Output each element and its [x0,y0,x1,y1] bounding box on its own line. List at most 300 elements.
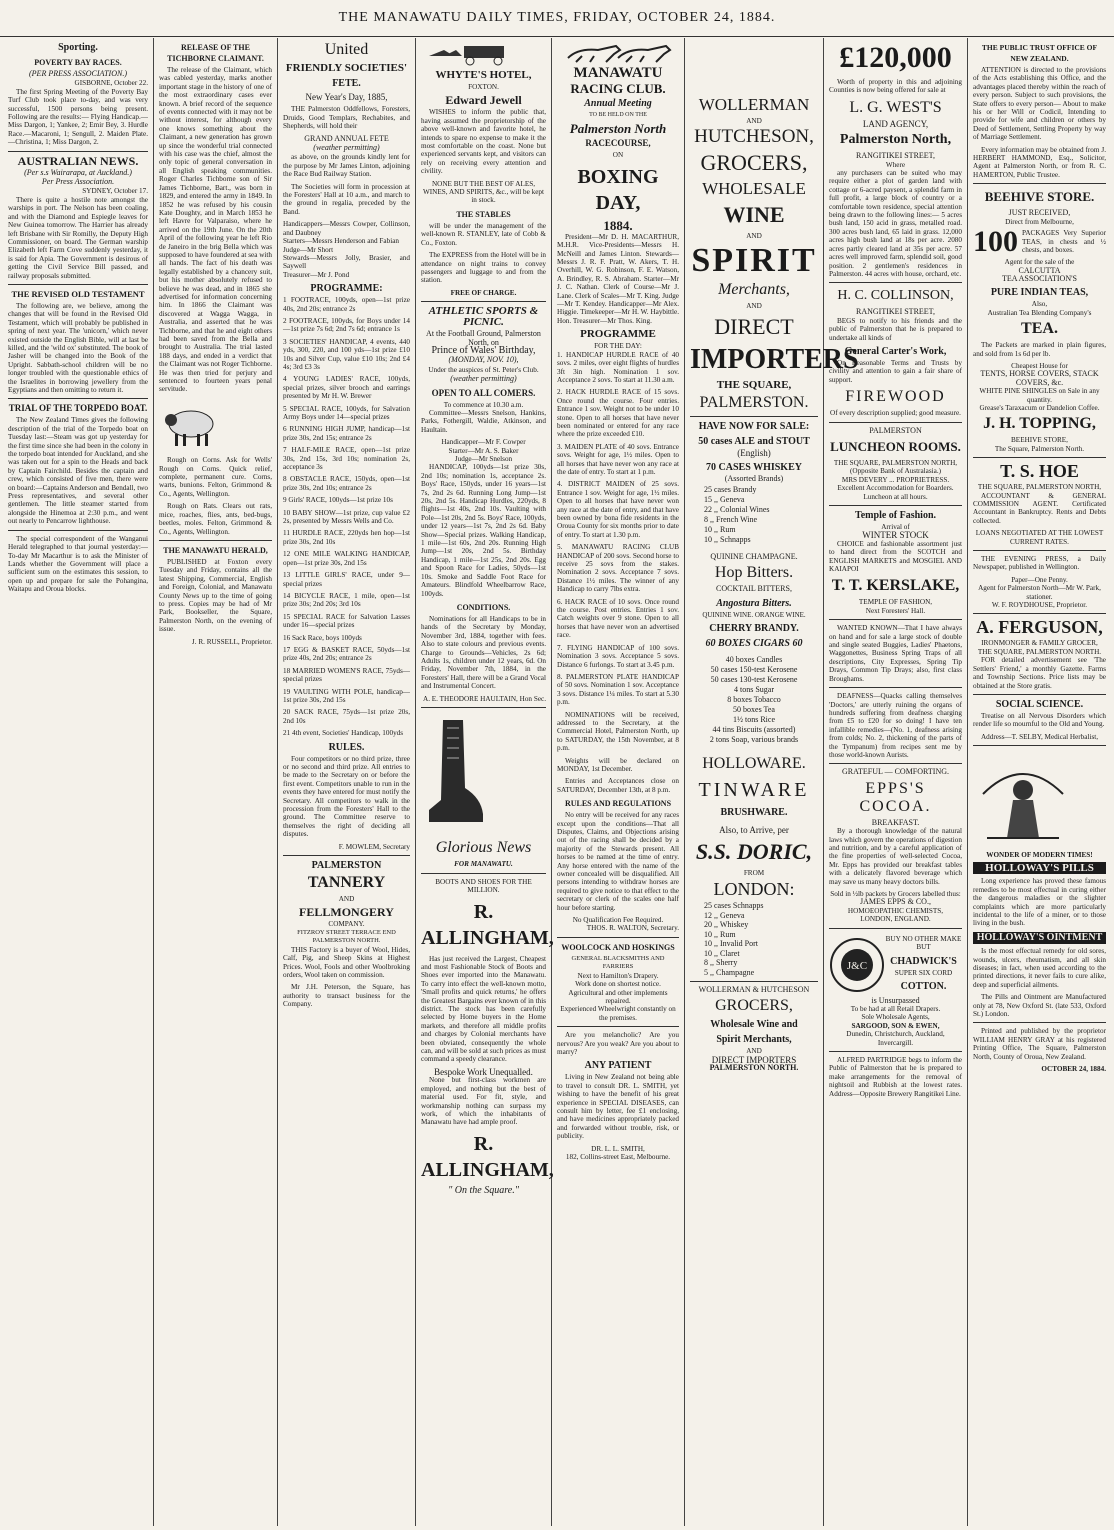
revised-text: The following are, we believe, among the changes that will be found in the Revised Old Testament, which will probably be published in spring of next year. The 'unicorn,' which never existed outside the English Bible, will at last be killed, and the 'wild ox' substituted. The book of Jasher will be changed into the Book of the Upright. Sabbath-school children will be no longer troubled with the questionable ethics of the Israelites in borrowing jewellery from the Egyptians and then omitting to return it. [8,301,148,394]
trust-text: ATTENTION is directed to the provisions of the Acts establishing this Office, and the advantages placed thereby within the reach of every person. Subject to such provisions, the State offers to every person— About to make his or her Will or Codicil, Intending to provide for wife and children or others by Deed of Settlement, Settling Property by way of Marriage Settlement. [973,66,1106,142]
fete-heading: FETE. [332,78,361,89]
fete-text-2: as above, on the grounds kindly lent for the purpose by Mr James Linton, adjoining the Race Bud Railway Station. [283,153,410,179]
programme-item: 16 Sack Race, boys 100yds [283,633,362,642]
tannery-5: COMPANY. [328,920,365,929]
sugar: 4 tons Sugar [734,685,774,695]
science: SOCIAL SCIENCE. [995,698,1084,710]
races-list [557,351,679,707]
manawatu-heading: MANAWATU [573,65,663,81]
patient-text: Living in New Zealand not being able to travel to consult DR. L. SMITH, yet wishing to have the benefit of his great experience in SPECIAL DISEASES, can consult him by letter, fee £1 enclosing, and have medicines appropriately packed and forwarded without trouble, risk, or publicity. [557,1073,679,1141]
wholesale: WHOLESALE [702,179,806,199]
tea-text: The Packets are marked in plain figures, and sold from 1s 6d per lb. [973,341,1106,358]
partridge: ALFRED PARTRIDGE begs to inform the Public of Palmerston that he is prepared to make arrangements for the removal of nightsoil and Rubbish at the lowest rates. Address—Opposite Brewery Rangitikei Line. [829,1056,962,1098]
on-the-square: " On the Square." [448,1184,519,1196]
whyte-heading: WHYTE'S HOTEL, [435,69,532,81]
chadwick: CHADWICK'S [890,955,957,967]
tea-assoc: TEA ASSOCIATION'S [1001,273,1077,283]
grand-fete: GRAND ANNUAL FETE [304,133,389,143]
tobacco: 8 boxes Tobacco [727,695,781,705]
race-item: 2. HACK HURDLE RACE of 15 sovs. Once round the course. Four entries. Entrance 1 sov. Weight not to be under 10 stone. Open to all horses that have never been nominated or entered for any race where the prize exceeded £10. [557,388,679,439]
temple: Temple of Fashion. [854,510,937,521]
direct: DIRECT [714,314,794,340]
arrive-item: 12 ,, Geneva [704,910,745,920]
masthead: THE MANAWATU DAILY TIMES, FRIDAY, OCTOBER 24, 1884. [0,0,1114,37]
tannery-text: THIS Factory is a buyer of Wool, Hides, Calf, Pig, and Sheep Skins at Highest Prices. Wool, Fools and other Woolbroking orders, Wool taken on commission. [283,945,410,979]
revised-heading: THE REVISED OLD TESTAMENT [11,288,145,299]
column-8 [968,38,1111,1526]
quinine-wine: QUININE WINE. ORANGE WINE. [702,610,806,619]
wheelwright: Experienced Wheelwright constantly on the premises. [560,1005,676,1022]
programme-item: 13 LITTLE GIRLS' RACE, under 9—special prizes [283,571,410,588]
brands: (Assorted Brands) [724,473,784,483]
packages: PACKAGES Very Superior TEAS, in chests and ½ chests, and boxes. [1022,229,1106,255]
allingham: R. ALLINGHAM, [421,900,554,949]
stables-text: will be under the management of the well-known R. STANLEY, late of Cobb & Co., Foxton. [421,221,546,247]
quinine: QUININE CHAMPAGNE. [710,552,798,562]
programme-item: 11 HURDLE RACE, 220yds hen hop—1st prize 30s, 2nd 10s [283,529,410,546]
release-text: The release of the Claimant, which was cabled yesterday, marks another important stage in the history of one of the most extraordinary cases ever known. A brief record of the sequence of events connected with it may not be without interest, for although every one knows something about the Claimant, a new generation has grown up since the wonderful trial connected with his case was the chief, almost the only topic of general conversation in all English speaking communities. Roger Charles Tichborne son of Sir James Tichborne, Bart., was born in 1829, and entered the army in 1849. In 1852 he was refused by his cousin Kate Doughty, and in March 1853 he left Havre for Valparaiso, where he arrived on the 19th June. On the 20th April of the following year he left Rio de Janeiro in the brig Bella which was supposed to have foundered at sea with all hands. The fact of his death was legally established by a chancery suit, but his mother absolutely refused to believe he was dead, and in 1865 she advertised for information concerning him. In 1866 the Claimant was discovered at Wagga Wagga, in Australia, and asserted that he was Tichborne, and that he and eight others had been saved from the Bella and brought to Australia. The trial lasted 188 days, and ended in a verdict that the Claimant was not Roger Tichborne. He was then tried for perjury and sentenced to fourteen years penal servitude. [159,66,272,394]
column-1 [3,38,154,1526]
sargood: SARGOOD, SON & EWEN, [851,1021,940,1030]
programme-item: 7 HALF-MILE RACE, open—1st prize 30s, 2nd 15s, 3rd 10s; nomination 2s, acceptance 3s [283,446,410,472]
australian-text: There is quite a hostile note amongst the warships in port. The Nelson has been coaling, and with the Diamond and Espiegle leaves for New Guinea tomorrow. The Harrier has already left Brisbane with Sir Romilly, the Deputy High Commissioner, on board. The German warship Elizabeth left Farm Cove suddenly yesterday, it is said for Apia. The Government is desirous of getting the Civil Service Bill passed, and railway proposals submitted. [8,195,148,280]
arrive-item: 5 ,, Champagne [704,967,755,977]
race-item: 6. HACK RACE of 10 sovs. Once round the course. Post entries. Entries 1 sov. Catch weights over 9 stone. Open to all horses that have never won an advertised race. [557,597,679,640]
stock-item: 8 ,, French Wine [704,515,758,525]
collinson: H. C. COLLINSON, [837,288,954,304]
rice: 1½ tons Rice [733,715,775,725]
programme-heading: PROGRAMME: [310,283,383,295]
work-notice: Work done on shortest notice. [575,980,661,989]
auspices: Under the auspices of St. Peter's Club. [428,365,539,374]
cheapest: Cheapest House for [1011,361,1068,370]
express-text: The EXPRESS from the Hotel will be in attendance on night trains to convey passengers and luggage to and from the station. [421,251,546,285]
winter: WINTER STOCK [862,530,929,541]
programme-item: 6 RUNNING HIGH JUMP, handicap—1st prize 30s, 2nd 15s; entrance 2s [283,425,410,442]
race-item: 3. MAIDEN PLATE of 40 sovs. Entrance sovs. Weight for age, 1½ miles. Open to all horses that have never won any race at the date of entry. To start at 1 p.m. [557,442,679,476]
tea: TEA. [1021,320,1058,338]
programme-item: 20 SACK RACE, 75yds—1st prize 20s, 2nd 10s [283,708,410,725]
unsurpassed: is Unsurpassed [871,995,920,1005]
foot-5: AND [746,1047,762,1056]
agent: Agent for the sale of the [1004,258,1075,267]
kerosene-2: 50 cases 130-test Kerosene [710,675,798,685]
grateful: GRATEFUL — COMFORTING. [841,767,949,777]
west-text: any purchasers can be suited who may require either a plot of garden land with cottage or 6-acred paysent, a splendid farm in full profit, a large block of country or a comfortable town residence, special attention being drawn to the following lines:— 5 acres bush land, 150 acid in grass, metalled road. 300 acres bush land, 65 laid in grass. 12,000 acres high bush land at 18s per acre. 2080 acres partly cleared land at 35s per acre. 57 acres well improved farm, splendid soil, good position. 2 gentlemen's residences in Palmerston. 44 acres with house, orchard, etc. [829,169,962,278]
west-pn: Palmerston North, [839,132,952,148]
ale-stout: 50 cases ALE and STOUT [698,436,810,448]
tannery-address: FITZROY STREET TERRACE END PALMERSTON NORTH. [297,928,396,945]
tannery-sign: Mr J.H. Peterson, the Square, has authority to transact business for the Company. [283,983,410,1009]
commence: To commence at 10.30 a.m. [443,400,524,409]
doric: S.S. DORIC, [695,838,813,864]
programme-item: 10 BABY SHOW—1st prize, cup value £2 2s, presented by Messrs Wells and Co. [283,508,410,526]
cigars: 60 BOXES CIGARS 60 [705,638,803,650]
conditions-heading: CONDITIONS. [456,602,511,612]
wonder: WONDER OF MODERN TIMES! [986,850,1093,859]
boots-heading: BOOTS AND SHOES FOR THE MILLION. [435,877,532,895]
starter: Starter—Mr A. S. Baker [448,446,519,455]
spirit: SPIRIT [691,241,817,279]
rules-heading: RULES. [328,741,365,753]
prince: Prince of Wales' Birthday, [431,344,536,356]
angostura: Angostura Bitters. [716,597,792,609]
foot-text: The special correspondent of the Wanganui Herald telegraphed to that journal yesterday:—To-day Mr Macarthur is to ask the Minister of Lands whether the Government will place a sufficient sum on the estimates this session, to open up and prepare for sale the Pohangina, Waitapu and Oroua blocks. [8,534,148,594]
torpedo-heading: TRIAL OF THE TORPEDO BOAT. [8,403,148,414]
fete-text: THE Palmerston Oddfellows, Foresters, Druids, Good Templars, Rechabites, and Shepherds, will hold their [283,105,410,131]
firewood-text: Of every description supplied; good measure. [830,409,961,418]
annual-meeting: Annual Meeting [584,98,652,109]
handicapper: Handicapper—Mr F. Cowper [441,438,526,447]
and-1: AND [746,117,762,125]
wollerman: WOLLERMAN [698,95,810,114]
column-5 [552,38,685,1526]
events-text: HANDICAP, 100yds—1st prize 30s, 2nd 10s; nomination 1s, acceptance 2s. Boys' Race, 150yds, under 16 years—1st 7s, 2nd 2s 6d. Running Long Jump—1st 20s, 2nd 5s. Handicap Hurdles, 220yds, 8 flights—1st 40s, 2nd 10s. Vaulting with Pole—1st 20s, 2nd 5s. Boys' Race, 100yds, under 12 years—1st 7s, 2nd 2s 6d. Baby Show—Special prizes. Walking Handicap, 1 mile—1st 60s, 2nd 20s. Running High Jump—1st 20s, 2nd 5s. Birthday Handicap, 1 mile—1st 25s, 2nd 20s. Egg and Spoon Race for Ladies, 50yds—1st 10s. Smoke and Saddle Foot Race for Amateurs. Blindfold Wheelbarrow Race, 100yds. [421,463,546,598]
collinson-text: BEGS to notify to his friends and the public of Palmerston that he is prepared to undertake all kinds of [829,316,962,342]
deafness: DEAFNESS—Quacks calling themselves 'Doctors,' are utterly ruining the organs of hundreds suffering from deafness charging from £5 to £20 for so doing! I have ten infallible remedies—(No. 1, deafness arising from colds; No. 2, thickening of the parts of the Tympanum) from recipes sent me by those world-known Aurists. [829,692,962,759]
chadwick-ad [829,933,962,997]
ground: At the Football Ground, Palmerston North, on [426,329,541,347]
post-agent: Agent for Palmerston North—Mr W. Park, stationer. [978,584,1101,601]
race-item: 5. MANAWATU RACING CLUB HANDICAP of 200 sovs. Second horse to receive 25 sovs from the stakes. Nomination 2 sovs. Acceptance 7 sovs. Distance 1½ miles. The winner of any Handicap to carry 7lbs extra. [557,543,679,594]
arrive-list [690,901,818,977]
stock-item: 10 ,, Schnapps [704,535,751,545]
epps-text: By a thorough knowledge of the natural laws which govern the operations of digestion and nutrition, and by a careful application of the fine properties of well-selected Cocoa, Mr. Epps has provided our breakfast tables with a delicately flavored beverage which may save us many heavy doctors bills. [829,827,962,886]
buy: BUY NO OTHER MAKE BUT [885,935,962,952]
boxing-day: BOXING DAY, [577,165,659,214]
boot-illustration [421,718,485,828]
arrive-item: 10 ,, Rum [704,929,736,939]
cherry: CHERRY BRANDY. [709,623,799,635]
west: L. G. WEST'S [849,98,942,116]
qualification: No Qualification Fee Required. [572,916,664,925]
hop-bitters: Hop Bitters. [714,564,794,582]
arrival: Arrival of [881,523,910,531]
year: 1884. [603,217,633,233]
devery-text: Excellent Accommodation for Boarders. [837,484,954,493]
roydhouse: W. F. ROYDHOUSE, Proprietor. [991,601,1088,610]
held-on: TO BE HELD ON THE [589,112,647,118]
herald-text: PUBLISHED at Foxton every Tuesday and Friday, contains all the latest Shipping, Commercial, English and Foreign, Colonial, and Manawatu County News up to the time of going to press. Copies may be had of Mr Park, Bookseller, the Square, Palmerston North, on the evening of issue. [159,557,272,634]
arrive-item: 8 ,, Sherry [704,958,738,968]
land-agency: LAND AGENCY, [862,118,929,129]
sheep-illustration [159,404,223,448]
jewell: Edward Jewell [445,93,522,108]
programme-item: 14 BICYCLE RACE, 1 mile, open—1st prize 30s; 2nd 20s; 3rd 10s [283,591,410,609]
candles: 40 boxes Candles [725,655,783,665]
poverty-text: The first Spring Meeting of the Poverty Bay Turf Club took place to-day, and was very successful, 1500 persons being present. Following are the results:— Flying Handicap.—Miss Dargon, 1; Yankee, 2; Emir Bey, 3. Hurdle Race.—Macaroni, 1; Sengull, 2. Maiden Plate.—Christina, 1; Miss Dargon, 2. [8,87,148,147]
blacksmiths: GENERAL BLACKSMITHS AND FARRIERS [571,954,665,971]
ointment: HOLLOWAY'S OINTMENT [973,932,1106,944]
and-2: AND [746,232,762,241]
rules-heading: RULES AND REGULATIONS [564,799,672,809]
programme-item: 15 SPECIAL RACE for Salvation Lasses under 16—special prizes [283,612,410,630]
rangitikei: RANGITIKEI STREET, [856,151,935,161]
weather: (weather permitting) [450,374,517,384]
also: Also, [1031,300,1048,309]
programme-item: 3 SOCIETIES' HANDICAP, 4 events, 440 yds, 300, 220, and 100 yds—1st prize £10 10s and Silver Cup, value £10 10s; 2nd £4 4s; 3rd £3 3s [283,337,410,371]
foot-3: Wholesale Wine and [710,1019,798,1031]
woolcock: WOOLCOCK AND HOSKINGS [561,942,675,952]
kerslake-sub: TEMPLE OF FASHION, [858,598,933,607]
stewards: Stewards—Messrs Jolly, Brasier, and Saywell [283,253,410,271]
topping: J. H. TOPPING, [983,415,1096,433]
ferguson-address: THE SQUARE, PALMERSTON NORTH. [977,647,1102,656]
questions: Are you melancholic? Are you nervous? Are you weak? Are you about to marry? [557,1031,679,1056]
judge: Judge—Mr Short [283,245,334,254]
tents: TENTS, HORSE COVERS, STACK COVERS, &c. [980,369,1099,387]
programme-item: 4 YOUNG LADIES' RACE, 100yds, special prizes, silver brooch and earrings presented by Mr H. W. Brewer [283,375,410,401]
tannery-3: AND [338,895,355,904]
biscuits: 44 tins Biscuits (assorted) [712,725,796,735]
arrive-item: 10 ,, Claret [704,948,740,958]
post-sub: Paper—One Penny. [1011,575,1068,584]
pills-text: Long experience has proved these famous remedies to be most effectual in curing either the dangerous maladies or the slighter complaints which are more particularly incidental to the life of a miner, or to those living in the bush. [973,877,1106,928]
grocers: GROCERS, [700,150,808,176]
bespoke-text: None but first-class workmen are employed, and nothing but the best of material used. For fit, style, and workmanship nothing can surpass my work, of which the inhabitants of Manawatu have had ample proof. [421,1076,546,1127]
agri: Agricultural and other implements repaired. [568,988,668,1005]
luncheon-hours: Luncheon at all hours. [863,492,928,501]
release-heading: RELEASE OF THE TICHBORNE CLAIMANT. [167,43,264,63]
topping-address: The Square, Palmerston North. [994,444,1085,453]
luncheon-head: PALMERSTON [869,425,922,435]
wine: WINE [723,202,785,228]
holloware: HOLLOWARE. [702,755,806,773]
hoe: T. S. HOE [1000,461,1079,482]
arrive-item: 20 ,, Whiskey [704,920,749,930]
friendly-heading: FRIENDLY SOCIETIES' [285,62,408,74]
nominations: NOMINATIONS will be received, addressed to the Secretary, at the Commercial Hotel, Palmerston North, up to SATURDAY, the 15th November, at 8 p.m. [557,710,679,753]
loans: LOANS NEGOTIATED AT THE LOWEST CURRENT RATES. [975,529,1104,546]
accountant: ACCOUNTANT & GENERAL COMMISSION AGENT. Certificated Accountant in Bankruptcy. Rents and Debts collected. [973,491,1106,525]
soap: 2 tons Soap, various brands [709,735,799,745]
tannery-1: PALMERSTON [311,860,382,872]
programme-item: 8 OBSTACLE RACE, 150yds, open—1st prize 30s, 2nd 10s; entrance 2s [283,475,410,492]
tea: 50 boxes Tea [733,705,775,715]
programme-item: 19 VAULTING WITH POLE, handicap—1st prize 30s, 2nd 15s [283,687,410,704]
homoe: HOMOEOPATHIC CHEMISTS, [847,906,944,915]
from: FROM [743,868,765,877]
rats-caption: Rough on Rats. Clears out rats, mice, roaches, flies, ants, bed-bugs, beetles, moles. Felton, Grimmond & Co., Agents, Wellington. [159,502,272,536]
packets: Sold in ½lb packets by Grocers labelled thus: [830,890,961,898]
programme-item: 9 Girls' RACE, 100yds—1st prize 10s [283,496,393,505]
topping-sub: BEEHIVE STORE, [1011,436,1068,445]
column-7 [824,38,968,1526]
poverty-heading: POVERTY BAY RACES. [34,58,122,67]
hundred: 100 [973,225,1018,259]
committee: Committee—Messrs Snelson, Hankins, Parks, Fothergill, Waldie, Atkinson, and Haultain. [421,408,546,434]
english: (English) [737,448,771,459]
merchants: Merchants, [718,280,790,298]
corns-caption: Rough on Corns. Ask for Wells' Rough on Corns. Quick relief, complete, permanent cure. Corns, warts, bunions. Felton, Grimmond & Co., Agents, Wellington. [159,456,272,498]
tannery-4: FELLMONGERY [299,905,394,920]
united-heading: United [324,41,369,58]
post: THE EVENING PRESS, a Daily Newspaper, published in Wellington. [973,555,1106,572]
beehive: BEEHIVE STORE. [984,189,1095,205]
wanted: WANTED KNOWN—That I have always on hand and for sale a large stock of double and single seated Buggies, Ladies' Phaetons, Waggonettes, Business Spring Traps of all descriptions, City Expresses, Spring Tip Drays, Common Tip Drays; also, first class Broughams. [829,624,962,683]
ferguson: A. FERGUSON, [976,617,1103,638]
chadwick-stamp-icon [829,937,885,993]
arrive: Also, to Arrive, per [719,825,789,836]
fete-text-3: The Societies will form in procession at the Foresters' Hall at 10 a.m., and march to the ground in regalia, preceded by the Band. [283,182,410,216]
programme-item: 18 MARRIED WOMEN'S RACE, 75yds—special prizes [283,666,410,684]
stock-item: 15 ,, Geneva [704,495,745,505]
rules-text: No entry will be received for any races except upon the conditions—That all Disputes, Claims, and Objections arising out of the racing shall be decided by a majority of the Stewards present. All horses to be named at the time of entry. Any horse entered with the name of the owner concealed will be disqualified. All persons intending to withdraw horses are required to give notice to that effect to the secretary or clerk of the scales one half hour before starting. [557,811,679,912]
stock-list [690,485,818,545]
direct: Direct from Melbourne, [1005,217,1074,226]
officers: President—Mr D. H. MACARTHUR, M.H.R. Vice-Presidents—Messrs H. McNeill and James Linton. Stewards—Messrs J. R. F. Pratt, W. Akers, T. H. Overhill, W. G. Robinson, F. E. Watson, A. Brindley, R. S. Abraham. Starter—Mr J. C. Nathan. Clerk of Course—Mr J. Lane. Clerk of Scales—Mr T. King. Judge—Mr T. Kendey. Handicapper—Mr Alex. Higgie. Timekeeper—Mr H. W. Haybittle. Hon. Treasurer—Mr Thos. King. [557,232,679,325]
poverty-sub: (PER PRESS ASSOCIATION.) [29,69,127,78]
secretary: F. MOWLEM, Secretary [338,842,410,851]
smith: DR. L. L. SMITH, [591,1144,645,1153]
whiskey: 70 CASES WHISKEY [706,461,802,473]
herald-sign: J. R. RUSSELL, Proprietor. [191,637,272,646]
programme-item: 5 SPECIAL RACE, 100yds, for Salvation Army Boys under 14—special prizes [283,404,410,421]
calcutta: CALCUTTA [1018,265,1061,275]
coach-illustration [424,42,544,66]
athletic-heading: ATHLETIC SPORTS & PICNIC. [428,305,539,329]
stock-item: 22 ,, Colonial Wines [704,505,770,515]
sporting-heading: Sporting. [58,42,98,53]
racecourse: RACECOURSE, [585,138,651,149]
arrive-item: 10 ,, Invalid Port [704,939,758,949]
agents: Sole Wholesale Agents, [861,1013,930,1022]
tannery-2: TANNERY [307,874,386,892]
blending: Australian Tea Blending Company's [987,308,1092,317]
epps: EPPS'S COCOA. [859,779,932,815]
open-all: OPEN TO ALL COMERS. [431,387,536,398]
race-item: 4. DISTRICT MAIDEN of 25 sovs. Entrance 1 sov. Weight for age, 1½ miles. Open to all horses that have never won any race at the date of entry, and that have been owned by bona fide residents in the Oroua County for six months prior to date of entry. To start at 1.30 p.m. [557,480,679,539]
hoe-address: THE SQUARE, PALMERSTON NORTH, [977,483,1102,492]
ironmonger: IRONMONGER & FAMILY GROCER, [981,639,1098,648]
glorious-news: Glorious News [435,839,532,857]
epps-london: LONDON, ENGLAND. [860,915,931,924]
column-2 [154,38,278,1526]
acceptances: Entries and Acceptances close on SATURDAY, December 13th, at 8 p.m. [557,777,679,794]
carter: General Carter's Work, [844,345,947,357]
ointment-text: Is the most effectual remedy for old sores, wounds, ulcers, rheumatism, and all skin diseases; in fact, when used according to the printed directions, it never fails to cure alike, deep and superficial ailments. [973,947,1106,989]
australian-sub: (Per s.s Wairarapa, at Auckland.) [24,167,132,177]
australian-sub2: Per Press Association. [41,177,115,187]
racehorse-illustration [558,42,678,64]
on: ON [612,151,624,160]
monday: (MONDAY, NOV. 10), [448,355,519,365]
ferguson-text: FOR detailed advertisement see 'The Settlers' Friend,' a monthly Gazette. Farms and Township Sections. Price lists may be obtained at the Store gratis. [973,656,1106,690]
programme-item: 21 4th event, Societies' Handicap, 100yds [283,729,404,738]
haultain: A. E. THEODORE HAULTAIN, Hon Sec. [423,694,546,703]
stamp-text: J&C [846,959,868,972]
palmerston: PALMERSTON. [699,394,809,412]
epps-co: JAMES EPPS & CO., [860,897,931,907]
treasurer: Treasurer—Mr J. Pond [283,270,350,279]
weights: Weights will be declared on MONDAY, 1st December. [557,756,679,773]
herald-heading: THE MANAWATU HERALD, [163,545,268,555]
stables-heading: THE STABLES [456,209,511,219]
free-charge: FREE OF CHARGE. [450,288,517,297]
programme-list [283,296,410,737]
stock-item: 10 ,, Rum [704,525,736,535]
grease: Grease's Taraxacum or Dandelion Coffee. [979,403,1100,412]
trust-text-2: Every information may be obtained from J. HERBERT HAMMOND, Esq., Solicitor, Agent at Palmerston North, or from R. C. HAMERTON, Public Trustee. [973,145,1106,179]
cotton: COTTON. [900,981,947,993]
foot-7: PALMERSTON NORTH. [709,1063,799,1073]
foot-4: Spirit Merchants, [716,1034,792,1046]
collinson-street: RANGITIKEI STREET, [856,307,935,317]
pills: HOLLOWAY'S PILLS [973,862,1106,874]
poverty-date: GISBORNE, October 22. [74,79,148,88]
weather-note: (weather permitting) [313,143,380,153]
importers: IMPORTERS [690,344,859,376]
holloway-emblem-illustration [973,754,1073,844]
selby: Address—T. SELBY, Medical Herbalist, [980,732,1099,741]
programme-item: 12 ONE MILE WALKING HANDICAP, open—1st prize 30s, 2nd 15s [283,550,410,567]
printed: Printed and published by the proprietor WILLIAM HENRY GRAY at his registered Printing Office, The Square, Palmerston North, County of Oroua, New Zealand. [973,1027,1106,1061]
have-now: HAVE NOW FOR SALE: [698,421,810,433]
cities: Dunedin, Christchurch, Auckland, Invercargill. [846,1030,945,1047]
smith-address: 182, Collins-street East, Melbourne. [565,1153,671,1161]
bespoke: Bespoke Work Unequalled. [434,1066,533,1077]
received: JUST RECEIVED, [1008,208,1071,218]
column-3 [278,38,416,1526]
trust-heading: THE PUBLIC TRUST OFFICE OF NEW ZEALAND. [981,43,1098,63]
column-4 [416,38,552,1526]
new-year: New Year's Day, 1885, [305,92,388,102]
luncheon-address: THE SQUARE, PALMERSTON NORTH, (Opposite Bank of Australasia.) [833,458,958,476]
handicappers: Handicappers—Messrs Cowper, Collinson, and Daubney [283,220,410,237]
race-item: 1. HANDICAP HURDLE RACE of 40 sovs. 2 miles, over eight flights of hurdles 3ft 3in high. Nomination 1 sov. Acceptance 2 sovs. To start at 11.30 a.m. [557,350,679,384]
breakfast: BREAKFAST. [871,817,920,827]
worth: Worth of property in this and adjoining Counties is now being offered for sale at [829,78,962,95]
choice: CHOICE and fashionable assortment just to hand direct from the SCOTCH and ENGLISH MARKETS and MOSGIEL AND KAIAPOI [829,539,962,574]
for-manawatu: FOR MANAWATU. [454,860,513,869]
australian-date: SYDNEY, October 17. [82,187,148,196]
devery: MRS DEVERY ... PROPRIETRESS. [841,475,950,484]
programme-item: 17 EGG & BASKET RACE, 50yds—1st prize 40s, 2nd 20s; entrance 2s [283,645,410,663]
kerslake: T. T. KERSLAKE, [831,577,960,595]
science-text: Treatise on all Nervous Disorders which render life so mournful to the Old and Young. [973,711,1106,729]
walton: THOS. R. WALTON, Secretary. [586,924,679,933]
foot-6: DIRECT IMPORTERS [711,1054,797,1065]
where: Where [885,160,906,169]
stock-item: 25 cases Brandy [704,485,757,495]
whyte-text: WISHES to inform the public that, having assumed the proprietorship of the above well-known and favorite hotel, he intends to spare no expense to make it the most comfortable on the coast. None but experienced servants kept, and visitors can rely on receiving every attention and civility. [421,108,546,176]
kerslake-address: Next Foresters' Hall. [865,606,926,615]
pn-heading: Palmerston North [569,121,667,137]
london: LONDON: [713,879,795,900]
arrive-item: 25 cases Schnapps [704,901,764,911]
pure-indian: PURE INDIAN TEAS, [990,287,1089,299]
race-item: 7. FLYING HANDICAP of 100 sovs. Nomination 3 sovs. Acceptance 5 sovs. Distance 6 furlongs. To start at 3.45 p.m. [557,643,679,669]
luncheon: LUNCHEON ROOMS. [830,438,961,454]
brushware: BRUSHWARE. [720,807,788,819]
for-day: FOR THE DAY: [594,342,642,351]
price: £120,000 [839,41,952,74]
conditions-text: Nominations for all Handicaps to be in hands of the Secretary by Monday, November 3rd, 1884, together with fees. Also to state colours and previous events. Charge to Grounds—Vehicles, 2s 6d; Adults 1s, children under 12 years, 6d. On Friday, November 7th, 1884, in the Foresters' Hall, there will be a Grand Vocal and Instrumental Concert. [421,614,546,691]
cocktail: COCKTAIL BITTERS, [716,584,792,594]
retail: To be had at all Retail Drapers. [850,1005,941,1014]
torpedo-text: The New Zealand Times gives the following description of the trial of the Torpedo boat on Tuesday last:—Steam was got up yesterday for the first time since she had been in the colony in the torpedo boat intended for Auckland, and she was taken out for a spin to the Heads and back by Captain Fairchild. Besides the captain and crew, which consisted of five men, there were on board:—Captains Anderson and Bendall, two Press representatives, and several other gentlemen. The little steamer started from alongside the Hinemoa at 2:30 p.m., and went out nearly to Pencarrow lighthouse. [8,416,148,526]
rules-text: Four competitors or no third prize, three or no second and third prize. All entries to be made to the Secretary on or before the first event. Competitors unable to run in the events they have entered for must notify the Secretary. All competitors to walk in the procession from the Foresters' Hall to the ground. The Committee reserve to themselves the right of deciding all disputes. [283,754,410,839]
patient-heading: ANY PATIENT [584,1060,652,1072]
firewood: FIREWOOD [845,388,946,406]
the-square: THE SQUARE, [716,379,792,392]
foot-1: WOLLERMAN & HUTCHESON [698,985,810,995]
and-3: AND [746,301,762,310]
race-item: 8. PALMERSTON PLATE HANDICAP of 50 sovs. Nomination 1 sov. Acceptance 3 sovs. Distance 1¼ miles. To start at 5.30 p.m. [557,672,679,707]
starters: Starters—Messrs Henderson and Fabian [283,237,399,246]
programme-heading: PROGRAMME [580,328,656,341]
allingham-text: Has just received the Largest, Cheapest and most Fashionable Stock of Boots and Shoes ever imported into the Manawatu. To carry into effect the well-known motto, 'Small profits and quick returns,' he offers the Greatest Bargains ever known of in this district. The stock has been carefully selected by Home buyers in the Home markets, and therefore all middle profits and charges by Colonial merchants have been obviated, consequently the whole can, and will be sold at such prices as must command a speedy clearance. [421,954,546,1064]
